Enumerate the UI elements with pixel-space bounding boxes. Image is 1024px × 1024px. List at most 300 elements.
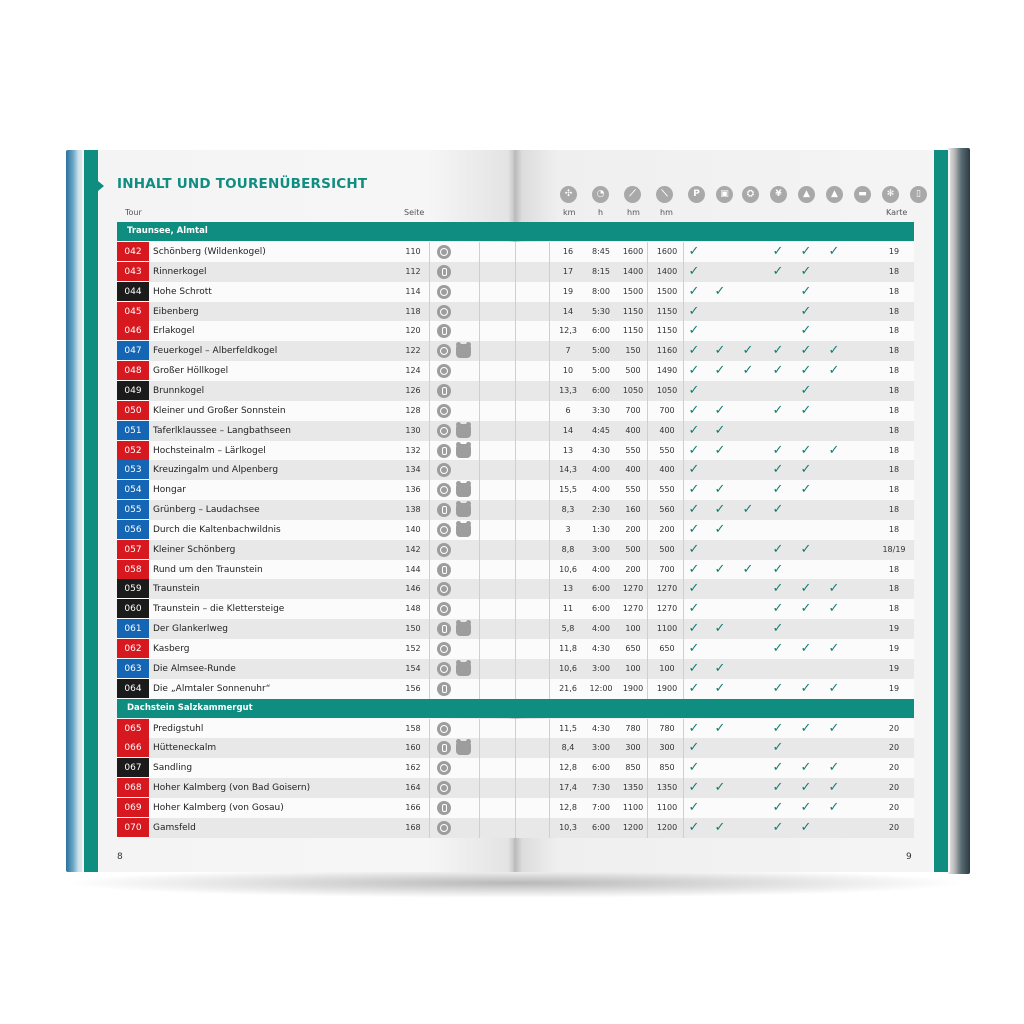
column-divider bbox=[515, 421, 516, 441]
signpost-icon: ✣ bbox=[560, 186, 577, 203]
tour-descent-hm: 550 bbox=[659, 446, 675, 455]
tour-name: Hochsteinalm – Lärlkogel bbox=[153, 446, 266, 456]
tour-ascent-hm: 200 bbox=[625, 525, 641, 534]
tour-duration-h: 4:00 bbox=[592, 565, 610, 574]
tour-page: 152 bbox=[405, 644, 421, 653]
tour-ascent-hm: 1200 bbox=[622, 823, 644, 832]
check-icon: ✓ bbox=[688, 721, 700, 736]
column-divider bbox=[515, 361, 516, 381]
tour-distance-km: 8,8 bbox=[561, 545, 575, 554]
book-cover-right-edge bbox=[948, 148, 970, 874]
tour-number: 054 bbox=[117, 480, 149, 500]
tour-name: Eibenberg bbox=[153, 307, 199, 317]
tour-ascent-hm: 1270 bbox=[622, 604, 644, 613]
difficulty-icon bbox=[437, 741, 451, 755]
tour-page: 148 bbox=[405, 604, 421, 613]
tour-name: Taferlklaussee – Langbathseen bbox=[153, 426, 291, 436]
difficulty-icon bbox=[437, 503, 451, 517]
column-divider bbox=[549, 401, 550, 421]
table-row[interactable] bbox=[117, 480, 914, 500]
tour-distance-km: 14,3 bbox=[559, 465, 577, 474]
tour-duration-h: 3:30 bbox=[592, 406, 610, 415]
column-divider bbox=[479, 341, 480, 361]
cable-car-icon: ⛭ bbox=[742, 186, 759, 203]
column-divider bbox=[515, 719, 516, 739]
tour-distance-km: 6 bbox=[565, 406, 571, 415]
restaurant-icon: ¥ bbox=[770, 186, 787, 203]
tour-descent-hm: 1100 bbox=[656, 624, 678, 633]
column-divider bbox=[479, 242, 480, 262]
table-row[interactable] bbox=[117, 758, 914, 778]
column-divider bbox=[479, 599, 480, 619]
tour-number: 059 bbox=[117, 579, 149, 599]
column-divider bbox=[429, 579, 430, 599]
tour-page: 110 bbox=[405, 247, 421, 256]
tour-number: 063 bbox=[117, 659, 149, 679]
column-divider bbox=[515, 500, 516, 520]
family-bear-icon bbox=[456, 444, 471, 458]
header-tour: Tour bbox=[125, 208, 142, 217]
check-icon: ✓ bbox=[714, 681, 726, 696]
tour-distance-km: 12,3 bbox=[559, 326, 577, 335]
section-header: Dachstein Salzkammergut bbox=[117, 699, 914, 718]
tour-distance-km: 15,5 bbox=[559, 485, 577, 494]
check-icon: ✓ bbox=[828, 343, 840, 358]
column-divider bbox=[429, 421, 430, 441]
section-header: Traunsee, Almtal bbox=[117, 222, 914, 241]
column-divider bbox=[549, 341, 550, 361]
check-icon: ✓ bbox=[714, 363, 726, 378]
table-row[interactable] bbox=[117, 659, 914, 679]
column-divider bbox=[429, 778, 430, 798]
check-icon: ✓ bbox=[800, 244, 812, 259]
column-divider bbox=[549, 242, 550, 262]
check-icon: ✓ bbox=[688, 601, 700, 616]
table-row[interactable] bbox=[117, 341, 914, 361]
table-row[interactable] bbox=[117, 579, 914, 599]
column-divider bbox=[479, 639, 480, 659]
tour-name: Schönberg (Wildenkogel) bbox=[153, 247, 266, 257]
column-divider bbox=[549, 302, 550, 322]
check-icon: ✓ bbox=[688, 284, 700, 299]
column-divider bbox=[479, 619, 480, 639]
table-row[interactable] bbox=[117, 441, 914, 461]
check-icon: ✓ bbox=[800, 780, 812, 795]
tour-map-number: 18 bbox=[888, 406, 900, 415]
check-icon: ✓ bbox=[828, 363, 840, 378]
tour-name: Kasberg bbox=[153, 644, 190, 654]
difficulty-icon bbox=[437, 463, 451, 477]
table-row[interactable] bbox=[117, 778, 914, 798]
tour-duration-h: 6:00 bbox=[592, 584, 610, 593]
family-bear-icon bbox=[456, 523, 471, 537]
check-icon: ✓ bbox=[714, 403, 726, 418]
check-icon: ✓ bbox=[688, 323, 700, 338]
tour-page: 168 bbox=[405, 823, 421, 832]
column-divider bbox=[549, 679, 550, 699]
table-row[interactable] bbox=[117, 500, 914, 520]
tour-ascent-hm: 1270 bbox=[622, 584, 644, 593]
tour-name: Der Glankerlweg bbox=[153, 624, 228, 634]
check-icon: ✓ bbox=[800, 264, 812, 279]
column-divider bbox=[515, 738, 516, 758]
tour-ascent-hm: 550 bbox=[625, 485, 641, 494]
column-divider bbox=[549, 778, 550, 798]
check-icon: ✓ bbox=[714, 621, 726, 636]
tour-page: 164 bbox=[405, 783, 421, 792]
check-icon: ✓ bbox=[800, 323, 812, 338]
column-divider bbox=[429, 798, 430, 818]
tour-distance-km: 11 bbox=[562, 604, 574, 613]
tour-map-number: 20 bbox=[888, 724, 900, 733]
check-icon: ✓ bbox=[800, 800, 812, 815]
tour-ascent-hm: 700 bbox=[625, 406, 641, 415]
check-icon: ✓ bbox=[688, 443, 700, 458]
tour-page: 118 bbox=[405, 307, 421, 316]
header-karte: Karte bbox=[886, 208, 908, 217]
tour-map-number: 20 bbox=[888, 743, 900, 752]
tour-descent-hm: 650 bbox=[659, 644, 675, 653]
header-km: km bbox=[563, 208, 576, 217]
tour-duration-h: 4:45 bbox=[592, 426, 610, 435]
tour-ascent-hm: 1150 bbox=[622, 307, 644, 316]
tour-distance-km: 12,8 bbox=[559, 803, 577, 812]
tour-ascent-hm: 300 bbox=[625, 743, 641, 752]
table-row[interactable] bbox=[117, 242, 914, 262]
column-divider bbox=[549, 719, 550, 739]
tour-page: 150 bbox=[405, 624, 421, 633]
difficulty-icon bbox=[437, 444, 451, 458]
column-divider bbox=[549, 500, 550, 520]
tour-name: Feuerkogel – Alberfeldkogel bbox=[153, 346, 278, 356]
check-icon: ✓ bbox=[688, 423, 700, 438]
column-divider bbox=[429, 619, 430, 639]
table-row[interactable] bbox=[117, 381, 914, 401]
tour-number: 061 bbox=[117, 619, 149, 639]
table-row[interactable] bbox=[117, 401, 914, 421]
column-divider bbox=[515, 579, 516, 599]
tour-map-number: 18 bbox=[888, 346, 900, 355]
check-icon: ✓ bbox=[772, 820, 784, 835]
tour-name: Die Almsee-Runde bbox=[153, 664, 236, 674]
tour-ascent-hm: 1150 bbox=[622, 326, 644, 335]
table-row[interactable] bbox=[117, 818, 914, 838]
tour-name: Kreuzingalm und Alpenberg bbox=[153, 465, 279, 475]
tour-duration-h: 4:00 bbox=[592, 624, 610, 633]
column-divider bbox=[479, 460, 480, 480]
check-icon: ✓ bbox=[800, 601, 812, 616]
check-icon: ✓ bbox=[688, 304, 700, 319]
tour-page: 132 bbox=[405, 446, 421, 455]
column-divider bbox=[429, 679, 430, 699]
check-icon: ✓ bbox=[772, 740, 784, 755]
tour-page: 120 bbox=[405, 326, 421, 335]
tour-map-number: 18 bbox=[888, 366, 900, 375]
table-row[interactable] bbox=[117, 719, 914, 739]
tour-number: 068 bbox=[117, 778, 149, 798]
tour-name: Kleiner Schönberg bbox=[153, 545, 236, 555]
check-icon: ✓ bbox=[772, 760, 784, 775]
tour-descent-hm: 850 bbox=[659, 763, 675, 772]
column-divider bbox=[515, 798, 516, 818]
tour-page: 140 bbox=[405, 525, 421, 534]
family-bear-icon bbox=[456, 344, 471, 358]
tour-distance-km: 10,3 bbox=[559, 823, 577, 832]
tour-page: 136 bbox=[405, 485, 421, 494]
table-row[interactable] bbox=[117, 560, 914, 580]
tour-duration-h: 7:00 bbox=[592, 803, 610, 812]
tour-page: 134 bbox=[405, 465, 421, 474]
column-divider bbox=[479, 818, 480, 838]
tour-page: 162 bbox=[405, 763, 421, 772]
difficulty-icon bbox=[437, 285, 451, 299]
tour-distance-km: 17,4 bbox=[559, 783, 577, 792]
column-divider bbox=[549, 540, 550, 560]
tour-name: Hohe Schrott bbox=[153, 287, 212, 297]
difficulty-icon bbox=[437, 821, 451, 835]
table-row[interactable] bbox=[117, 738, 914, 758]
tour-name: Hoher Kalmberg (von Gosau) bbox=[153, 803, 284, 813]
check-icon: ✓ bbox=[828, 641, 840, 656]
tour-distance-km: 12,8 bbox=[559, 763, 577, 772]
check-icon: ✓ bbox=[714, 780, 726, 795]
column-divider bbox=[429, 302, 430, 322]
table-row[interactable] bbox=[117, 321, 914, 341]
check-icon: ✓ bbox=[772, 601, 784, 616]
column-divider bbox=[549, 361, 550, 381]
slope-up-icon: ⟋ bbox=[624, 186, 641, 203]
tour-map-number: 20 bbox=[888, 823, 900, 832]
tour-page: 144 bbox=[405, 565, 421, 574]
tour-number: 067 bbox=[117, 758, 149, 778]
column-divider bbox=[549, 421, 550, 441]
column-divider bbox=[549, 579, 550, 599]
check-icon: ✓ bbox=[688, 343, 700, 358]
check-icon: ✓ bbox=[772, 502, 784, 517]
tour-descent-hm: 1500 bbox=[656, 287, 678, 296]
column-divider bbox=[549, 738, 550, 758]
family-bear-icon bbox=[456, 424, 471, 438]
check-icon: ✓ bbox=[772, 581, 784, 596]
check-icon: ✓ bbox=[828, 601, 840, 616]
tour-name: Traunstein – die Klettersteige bbox=[153, 604, 285, 614]
tour-descent-hm: 1050 bbox=[656, 386, 678, 395]
bus-icon: ▣ bbox=[716, 186, 733, 203]
check-icon: ✓ bbox=[800, 403, 812, 418]
column-divider bbox=[515, 341, 516, 361]
column-divider bbox=[549, 599, 550, 619]
table-row[interactable] bbox=[117, 679, 914, 699]
table-row[interactable] bbox=[117, 619, 914, 639]
tour-page: 146 bbox=[405, 584, 421, 593]
tour-distance-km: 11,8 bbox=[559, 644, 577, 653]
table-row[interactable] bbox=[117, 460, 914, 480]
column-divider bbox=[479, 679, 480, 699]
table-row[interactable] bbox=[117, 798, 914, 818]
tour-duration-h: 3:00 bbox=[592, 664, 610, 673]
tour-page: 160 bbox=[405, 743, 421, 752]
table-row[interactable] bbox=[117, 540, 914, 560]
check-icon: ✓ bbox=[772, 403, 784, 418]
table-row[interactable] bbox=[117, 599, 914, 619]
column-divider bbox=[429, 818, 430, 838]
column-divider bbox=[515, 818, 516, 838]
tour-map-number: 18 bbox=[888, 267, 900, 276]
column-divider bbox=[549, 758, 550, 778]
tour-distance-km: 21,6 bbox=[559, 684, 577, 693]
tour-distance-km: 16 bbox=[562, 247, 574, 256]
tour-page: 142 bbox=[405, 545, 421, 554]
tour-name: Rinnerkogel bbox=[153, 267, 207, 277]
check-icon: ✓ bbox=[688, 562, 700, 577]
column-divider bbox=[515, 778, 516, 798]
map-icon: ▯ bbox=[910, 186, 927, 203]
check-icon: ✓ bbox=[800, 304, 812, 319]
check-icon: ✓ bbox=[688, 661, 700, 676]
tour-descent-hm: 1350 bbox=[656, 783, 678, 792]
tour-number: 052 bbox=[117, 441, 149, 461]
tour-name: Hongar bbox=[153, 485, 186, 495]
table-row[interactable] bbox=[117, 302, 914, 322]
column-divider bbox=[479, 262, 480, 282]
header-hm-down: hm bbox=[660, 208, 673, 217]
tour-number: 060 bbox=[117, 599, 149, 619]
tour-distance-km: 11,5 bbox=[559, 724, 577, 733]
tour-map-number: 18 bbox=[888, 307, 900, 316]
check-icon: ✓ bbox=[800, 284, 812, 299]
difficulty-icon bbox=[437, 324, 451, 338]
tour-descent-hm: 700 bbox=[659, 406, 675, 415]
tour-duration-h: 8:00 bbox=[592, 287, 610, 296]
check-icon: ✓ bbox=[800, 681, 812, 696]
column-divider bbox=[479, 798, 480, 818]
tour-ascent-hm: 780 bbox=[625, 724, 641, 733]
check-icon: ✓ bbox=[828, 721, 840, 736]
tour-page: 124 bbox=[405, 366, 421, 375]
column-divider bbox=[429, 381, 430, 401]
tour-number: 064 bbox=[117, 679, 149, 699]
tour-duration-h: 2:30 bbox=[592, 505, 610, 514]
check-icon: ✓ bbox=[688, 780, 700, 795]
check-icon: ✓ bbox=[772, 621, 784, 636]
tour-map-number: 18 bbox=[888, 386, 900, 395]
left-page-accent-strip bbox=[84, 150, 98, 872]
check-icon: ✓ bbox=[828, 244, 840, 259]
tour-number: 051 bbox=[117, 421, 149, 441]
check-icon: ✓ bbox=[800, 760, 812, 775]
tour-page: 112 bbox=[405, 267, 421, 276]
column-divider bbox=[429, 262, 430, 282]
column-divider bbox=[429, 500, 430, 520]
tour-ascent-hm: 500 bbox=[625, 545, 641, 554]
tour-distance-km: 7 bbox=[565, 346, 571, 355]
difficulty-icon bbox=[437, 245, 451, 259]
column-divider bbox=[479, 321, 480, 341]
tour-distance-km: 8,3 bbox=[561, 505, 575, 514]
tour-ascent-hm: 100 bbox=[625, 624, 641, 633]
column-divider bbox=[515, 302, 516, 322]
table-row[interactable] bbox=[117, 361, 914, 381]
tour-map-number: 18 bbox=[888, 426, 900, 435]
column-divider bbox=[429, 361, 430, 381]
tour-descent-hm: 100 bbox=[659, 664, 675, 673]
column-divider bbox=[479, 758, 480, 778]
check-icon: ✓ bbox=[714, 820, 726, 835]
tour-page: 166 bbox=[405, 803, 421, 812]
column-divider bbox=[549, 619, 550, 639]
difficulty-icon bbox=[437, 801, 451, 815]
difficulty-icon bbox=[437, 344, 451, 358]
tour-distance-km: 17 bbox=[562, 267, 574, 276]
column-divider bbox=[549, 460, 550, 480]
page-title: INHALT UND TOURENÜBERSICHT bbox=[117, 176, 368, 192]
column-divider bbox=[515, 242, 516, 262]
column-divider bbox=[429, 540, 430, 560]
tour-number: 046 bbox=[117, 321, 149, 341]
check-icon: ✓ bbox=[688, 522, 700, 537]
tour-map-number: 20 bbox=[888, 803, 900, 812]
tour-ascent-hm: 500 bbox=[625, 366, 641, 375]
difficulty-icon bbox=[437, 563, 451, 577]
tour-number: 069 bbox=[117, 798, 149, 818]
table-row[interactable] bbox=[117, 520, 914, 540]
check-icon: ✓ bbox=[688, 621, 700, 636]
tour-duration-h: 6:00 bbox=[592, 326, 610, 335]
tour-ascent-hm: 650 bbox=[625, 644, 641, 653]
tour-duration-h: 5:30 bbox=[592, 307, 610, 316]
tour-duration-h: 7:30 bbox=[592, 783, 610, 792]
check-icon: ✓ bbox=[688, 641, 700, 656]
book-shadow bbox=[60, 868, 970, 898]
tour-descent-hm: 1160 bbox=[656, 346, 678, 355]
tour-name: Brunnkogel bbox=[153, 386, 205, 396]
tour-number: 066 bbox=[117, 738, 149, 758]
tour-number: 065 bbox=[117, 719, 149, 739]
column-divider bbox=[429, 441, 430, 461]
column-divider bbox=[549, 659, 550, 679]
table-row[interactable] bbox=[117, 282, 914, 302]
table-row[interactable] bbox=[117, 639, 914, 659]
check-icon: ✓ bbox=[772, 363, 784, 378]
column-divider bbox=[515, 480, 516, 500]
check-icon: ✓ bbox=[800, 343, 812, 358]
tour-number: 048 bbox=[117, 361, 149, 381]
tour-map-number: 20 bbox=[888, 763, 900, 772]
table-row[interactable] bbox=[117, 262, 914, 282]
tour-number: 070 bbox=[117, 818, 149, 838]
check-icon: ✓ bbox=[772, 800, 784, 815]
header-hm-up: hm bbox=[627, 208, 640, 217]
column-divider bbox=[429, 639, 430, 659]
tour-page: 130 bbox=[405, 426, 421, 435]
check-icon: ✓ bbox=[772, 264, 784, 279]
page-number-right: 9 bbox=[906, 852, 912, 862]
car-icon: ▬ bbox=[854, 186, 871, 203]
tour-ascent-hm: 1050 bbox=[622, 386, 644, 395]
tour-descent-hm: 1270 bbox=[656, 604, 678, 613]
column-divider bbox=[549, 639, 550, 659]
tour-map-number: 18 bbox=[888, 326, 900, 335]
column-divider bbox=[429, 520, 430, 540]
table-row[interactable] bbox=[117, 421, 914, 441]
column-divider bbox=[549, 441, 550, 461]
check-icon: ✓ bbox=[688, 820, 700, 835]
tour-map-number: 18 bbox=[888, 525, 900, 534]
column-divider bbox=[515, 540, 516, 560]
tour-descent-hm: 560 bbox=[659, 505, 675, 514]
tour-map-number: 19 bbox=[888, 247, 900, 256]
family-bear-icon bbox=[456, 483, 471, 497]
